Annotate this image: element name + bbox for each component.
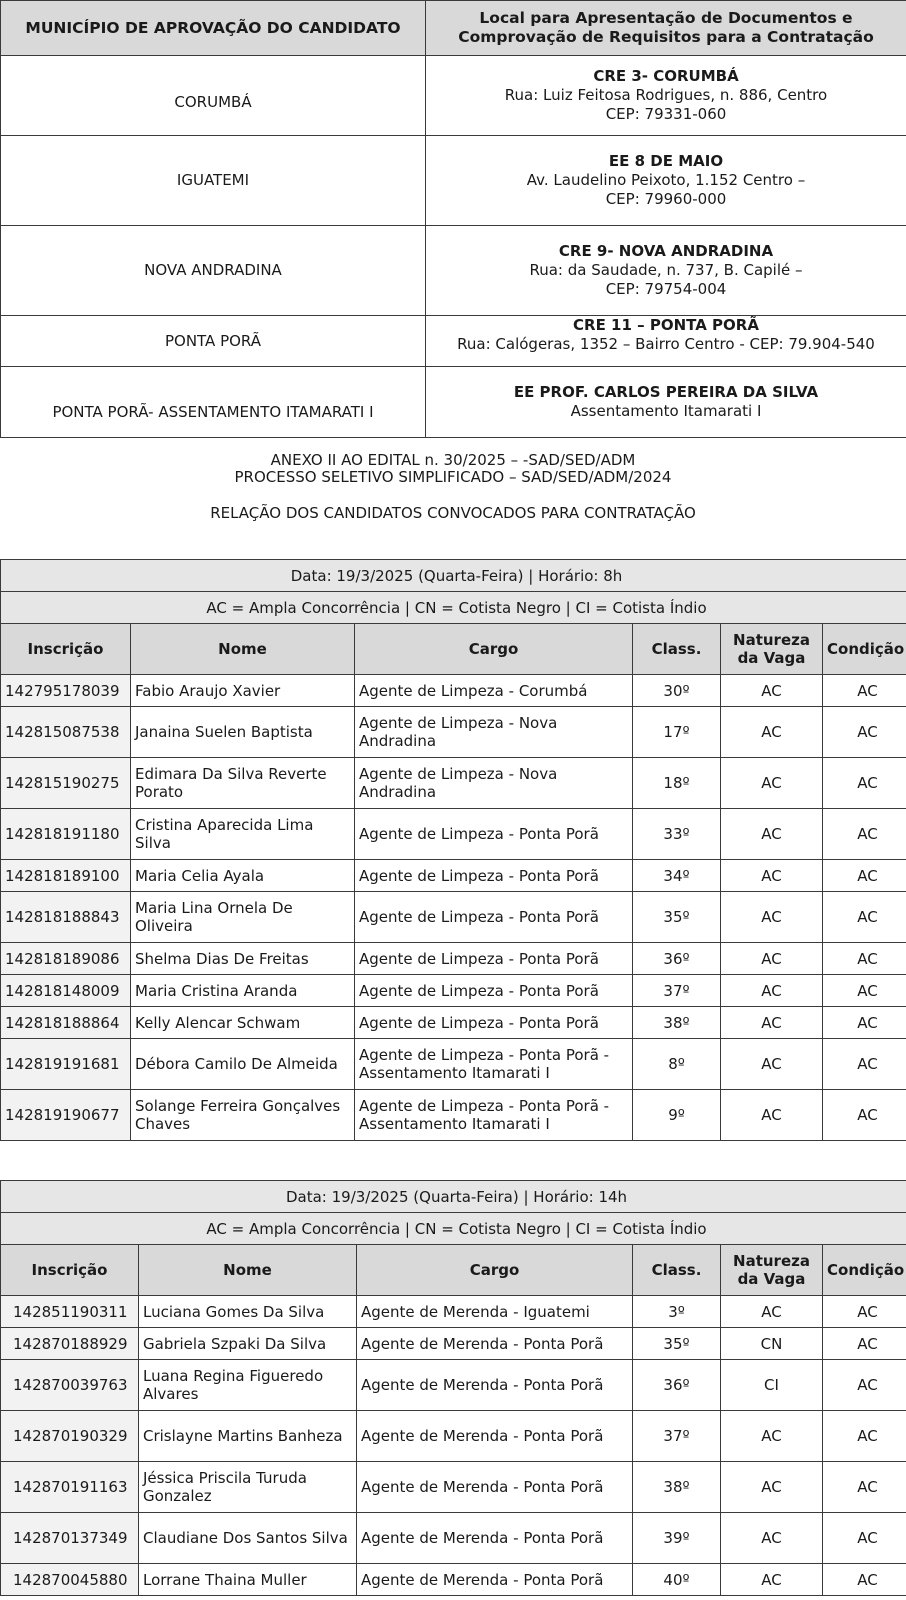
cell-inscricao: 142851190311: [1, 1296, 139, 1328]
candidates-table: [0, 559, 906, 1141]
cell-nome: Edimara Da Silva Reverte Porato: [131, 758, 355, 809]
cell-cargo: Agente de Merenda - Iguatemi: [357, 1296, 633, 1328]
cell-natureza: CN: [721, 1328, 823, 1360]
cell-cargo: Agente de Limpeza - Ponta Porã: [355, 860, 633, 892]
candidates-table: [0, 1180, 906, 1596]
cell-class: 36º: [633, 943, 721, 975]
legend-row: [1, 1213, 906, 1245]
cell-cargo: Agente de Merenda - Ponta Porã: [357, 1360, 633, 1411]
location-address: [426, 367, 906, 438]
cell-cargo: Agente de Merenda - Ponta Porã: [357, 1328, 633, 1360]
table-row: [1, 675, 906, 707]
cell-inscricao: 142815087538: [1, 707, 131, 758]
cell-cargo: Agente de Limpeza - Nova Andradina: [355, 758, 633, 809]
cell-nome: Maria Lina Ornela De Oliveira: [131, 892, 355, 943]
cell-natureza: AC: [721, 943, 823, 975]
col-cargo: Cargo: [355, 624, 633, 675]
cell-inscricao: 142818189086: [1, 943, 131, 975]
location-line: CEP: 79331-060: [605, 105, 727, 123]
col-nome: Nome: [139, 1245, 357, 1296]
cell-class: 18º: [633, 758, 721, 809]
cell-nome: Débora Camilo De Almeida: [131, 1039, 355, 1090]
cell-natureza: AC: [721, 860, 823, 892]
location-row: [1, 226, 906, 316]
cell-nome: Solange Ferreira Gonçalves Chaves: [131, 1090, 355, 1141]
cell-condicao: AC: [823, 1411, 906, 1462]
cell-natureza: CI: [721, 1360, 823, 1411]
cell-natureza: AC: [721, 892, 823, 943]
location-line: CEP: 79754-004: [605, 280, 727, 298]
cell-cargo: Agente de Limpeza - Corumbá: [355, 675, 633, 707]
location-municipio: CORUMBÁ: [1, 56, 426, 136]
location-address: [426, 226, 906, 316]
cell-condicao: AC: [823, 892, 906, 943]
location-name: EE 8 DE MAIO: [608, 152, 724, 170]
session-date: Data: 19/3/2025 (Quarta-Feira) | Horário: 8h: [1, 560, 906, 592]
cell-natureza: AC: [721, 1007, 823, 1039]
cell-condicao: AC: [823, 1462, 906, 1513]
table-row: [1, 809, 906, 860]
location-address: [426, 56, 906, 136]
cell-nome: Crislayne Martins Banheza: [139, 1411, 357, 1462]
col-condicao: Condição: [823, 1245, 906, 1296]
cell-class: 38º: [633, 1462, 721, 1513]
table-row: [1, 1411, 906, 1462]
cell-inscricao: 142870039763: [1, 1360, 139, 1411]
header-local-line: Local para Apresentação de Documentos e: [479, 9, 853, 27]
cell-cargo: Agente de Limpeza - Ponta Porã: [355, 809, 633, 860]
col-nome: Nome: [131, 624, 355, 675]
col-natureza: Natureza da Vaga: [721, 1245, 823, 1296]
table-row: [1, 1360, 906, 1411]
table-row: [1, 860, 906, 892]
location-name: CRE 9- NOVA ANDRADINA: [558, 242, 774, 260]
annex-title: ANEXO II AO EDITAL n. 30/2025 – -SAD/SED/ADM: [270, 451, 636, 469]
legend: AC = Ampla Concorrência | CN = Cotista Negro | CI = Cotista Índio: [1, 1213, 906, 1245]
cell-inscricao: 142819190677: [1, 1090, 131, 1141]
cell-cargo: Agente de Limpeza - Ponta Porã: [355, 975, 633, 1007]
cell-nome: Kelly Alencar Schwam: [131, 1007, 355, 1039]
cell-condicao: AC: [823, 1039, 906, 1090]
cell-inscricao: 142870045880: [1, 1564, 139, 1596]
cell-class: 38º: [633, 1007, 721, 1039]
cell-nome: Claudiane Dos Santos Silva: [139, 1513, 357, 1564]
cell-class: 37º: [633, 975, 721, 1007]
cell-condicao: AC: [823, 860, 906, 892]
table-row: [1, 1564, 906, 1596]
cell-condicao: AC: [823, 1564, 906, 1596]
table-row: [1, 758, 906, 809]
legend-row: [1, 592, 906, 624]
cell-class: 35º: [633, 1328, 721, 1360]
location-name: CRE 11 – PONTA PORÃ: [573, 316, 759, 334]
table-row: [1, 1462, 906, 1513]
cell-condicao: AC: [823, 975, 906, 1007]
header-municipio: MUNICÍPIO DE APROVAÇÃO DO CANDIDATO: [1, 1, 426, 56]
cell-inscricao: 142870191163: [1, 1462, 139, 1513]
cell-cargo: Agente de Merenda - Ponta Porã: [357, 1462, 633, 1513]
cell-cargo: Agente de Limpeza - Ponta Porã: [355, 1007, 633, 1039]
header-local-line: Comprovação de Requisitos para a Contratação: [458, 28, 874, 46]
cell-condicao: AC: [823, 1296, 906, 1328]
cell-class: 39º: [633, 1513, 721, 1564]
cell-condicao: AC: [823, 1007, 906, 1039]
annex-subtitle: PROCESSO SELETIVO SIMPLIFICADO – SAD/SED/ADM/2024: [234, 468, 672, 486]
locations-header-row: [1, 1, 906, 56]
location-line: Rua: Calógeras, 1352 – Bairro Centro - CEP: 79.904-540: [457, 335, 875, 353]
cell-nome: Maria Celia Ayala: [131, 860, 355, 892]
cell-condicao: AC: [823, 1328, 906, 1360]
cell-inscricao: 142818189100: [1, 860, 131, 892]
annex-relation: RELAÇÃO DOS CANDIDATOS CONVOCADOS PARA CONTRATAÇÃO: [210, 504, 696, 522]
cell-natureza: AC: [721, 675, 823, 707]
cell-inscricao: 142795178039: [1, 675, 131, 707]
location-row: [1, 136, 906, 226]
table-row: [1, 1090, 906, 1141]
col-condicao: Condição: [823, 624, 906, 675]
location-row: [1, 367, 906, 438]
col-natureza: Natureza da Vaga: [721, 624, 823, 675]
column-header-row: [1, 1245, 906, 1296]
cell-natureza: AC: [721, 975, 823, 1007]
cell-inscricao: 142818188864: [1, 1007, 131, 1039]
table-row: [1, 975, 906, 1007]
location-municipio: IGUATEMI: [1, 136, 426, 226]
cell-nome: Gabriela Szpaki Da Silva: [139, 1328, 357, 1360]
cell-cargo: Agente de Merenda - Ponta Porã: [357, 1564, 633, 1596]
cell-cargo: Agente de Limpeza - Ponta Porã: [355, 943, 633, 975]
date-row: [1, 1181, 906, 1213]
cell-class: 34º: [633, 860, 721, 892]
cell-inscricao: 142870188929: [1, 1328, 139, 1360]
cell-condicao: AC: [823, 1090, 906, 1141]
cell-natureza: AC: [721, 1411, 823, 1462]
cell-nome: Lorrane Thaina Muller: [139, 1564, 357, 1596]
location-row: [1, 316, 906, 367]
col-inscricao: Inscrição: [1, 624, 131, 675]
table-row: [1, 1513, 906, 1564]
location-municipio: PONTA PORÃ: [1, 316, 426, 367]
cell-condicao: AC: [823, 675, 906, 707]
cell-class: 3º: [633, 1296, 721, 1328]
legend: AC = Ampla Concorrência | CN = Cotista Negro | CI = Cotista Índio: [1, 592, 906, 624]
cell-condicao: AC: [823, 943, 906, 975]
table-row: [1, 1328, 906, 1360]
col-class: Class.: [633, 1245, 721, 1296]
cell-condicao: AC: [823, 809, 906, 860]
cell-condicao: AC: [823, 1360, 906, 1411]
table-row: [1, 1039, 906, 1090]
cell-class: 35º: [633, 892, 721, 943]
table-row: [1, 892, 906, 943]
location-municipio: PONTA PORÃ- ASSENTAMENTO ITAMARATI I: [1, 367, 426, 438]
cell-class: 17º: [633, 707, 721, 758]
cell-nome: Maria Cristina Aranda: [131, 975, 355, 1007]
cell-class: 33º: [633, 809, 721, 860]
session-date: Data: 19/3/2025 (Quarta-Feira) | Horário: 14h: [1, 1181, 906, 1213]
cell-inscricao: 142870190329: [1, 1411, 139, 1462]
cell-inscricao: 142870137349: [1, 1513, 139, 1564]
cell-natureza: AC: [721, 1296, 823, 1328]
location-line: Rua: Luiz Feitosa Rodrigues, n. 886, Centro: [504, 86, 828, 104]
cell-nome: Jéssica Priscila Turuda Gonzalez: [139, 1462, 357, 1513]
cell-cargo: Agente de Limpeza - Ponta Porã - Assentamento Itamarati I: [355, 1039, 633, 1090]
cell-cargo: Agente de Limpeza - Nova Andradina: [355, 707, 633, 758]
cell-class: 36º: [633, 1360, 721, 1411]
locations-table: [0, 0, 906, 438]
cell-natureza: AC: [721, 1039, 823, 1090]
location-name: CRE 3- CORUMBÁ: [593, 67, 739, 85]
cell-class: 9º: [633, 1090, 721, 1141]
cell-class: 8º: [633, 1039, 721, 1090]
cell-nome: Janaina Suelen Baptista: [131, 707, 355, 758]
cell-cargo: Agente de Limpeza - Ponta Porã - Assentamento Itamarati I: [355, 1090, 633, 1141]
location-municipio: NOVA ANDRADINA: [1, 226, 426, 316]
cell-cargo: Agente de Limpeza - Ponta Porã: [355, 892, 633, 943]
cell-condicao: AC: [823, 1513, 906, 1564]
cell-natureza: AC: [721, 809, 823, 860]
cell-natureza: AC: [721, 707, 823, 758]
table-row: [1, 943, 906, 975]
location-address: [426, 316, 906, 367]
cell-natureza: AC: [721, 1513, 823, 1564]
header-local: [426, 1, 906, 56]
cell-cargo: Agente de Merenda - Ponta Porã: [357, 1513, 633, 1564]
cell-inscricao: 142815190275: [1, 758, 131, 809]
column-header-row: [1, 624, 906, 675]
cell-inscricao: 142818188843: [1, 892, 131, 943]
col-class: Class.: [633, 624, 721, 675]
location-line: Assentamento Itamarati I: [570, 402, 762, 420]
cell-nome: Luana Regina Figueredo Alvares: [139, 1360, 357, 1411]
cell-nome: Shelma Dias De Freitas: [131, 943, 355, 975]
cell-nome: Fabio Araujo Xavier: [131, 675, 355, 707]
location-line: Rua: da Saudade, n. 737, B. Capilé –: [529, 261, 803, 279]
location-line: CEP: 79960-000: [605, 190, 727, 208]
cell-class: 30º: [633, 675, 721, 707]
cell-class: 37º: [633, 1411, 721, 1462]
table-row: [1, 1296, 906, 1328]
cell-nome: Luciana Gomes Da Silva: [139, 1296, 357, 1328]
table-row: [1, 707, 906, 758]
date-row: [1, 560, 906, 592]
cell-condicao: AC: [823, 758, 906, 809]
cell-natureza: AC: [721, 758, 823, 809]
cell-condicao: AC: [823, 707, 906, 758]
col-inscricao: Inscrição: [1, 1245, 139, 1296]
location-row: [1, 56, 906, 136]
location-line: Av. Laudelino Peixoto, 1.152 Centro –: [526, 171, 806, 189]
location-name: EE PROF. CARLOS PEREIRA DA SILVA: [513, 383, 819, 401]
cell-nome: Cristina Aparecida Lima Silva: [131, 809, 355, 860]
cell-inscricao: 142818191180: [1, 809, 131, 860]
location-address: [426, 136, 906, 226]
table-row: [1, 1007, 906, 1039]
col-cargo: Cargo: [357, 1245, 633, 1296]
cell-natureza: AC: [721, 1564, 823, 1596]
cell-inscricao: 142818148009: [1, 975, 131, 1007]
cell-class: 40º: [633, 1564, 721, 1596]
cell-natureza: AC: [721, 1090, 823, 1141]
cell-cargo: Agente de Merenda - Ponta Porã: [357, 1411, 633, 1462]
cell-inscricao: 142819191681: [1, 1039, 131, 1090]
cell-natureza: AC: [721, 1462, 823, 1513]
